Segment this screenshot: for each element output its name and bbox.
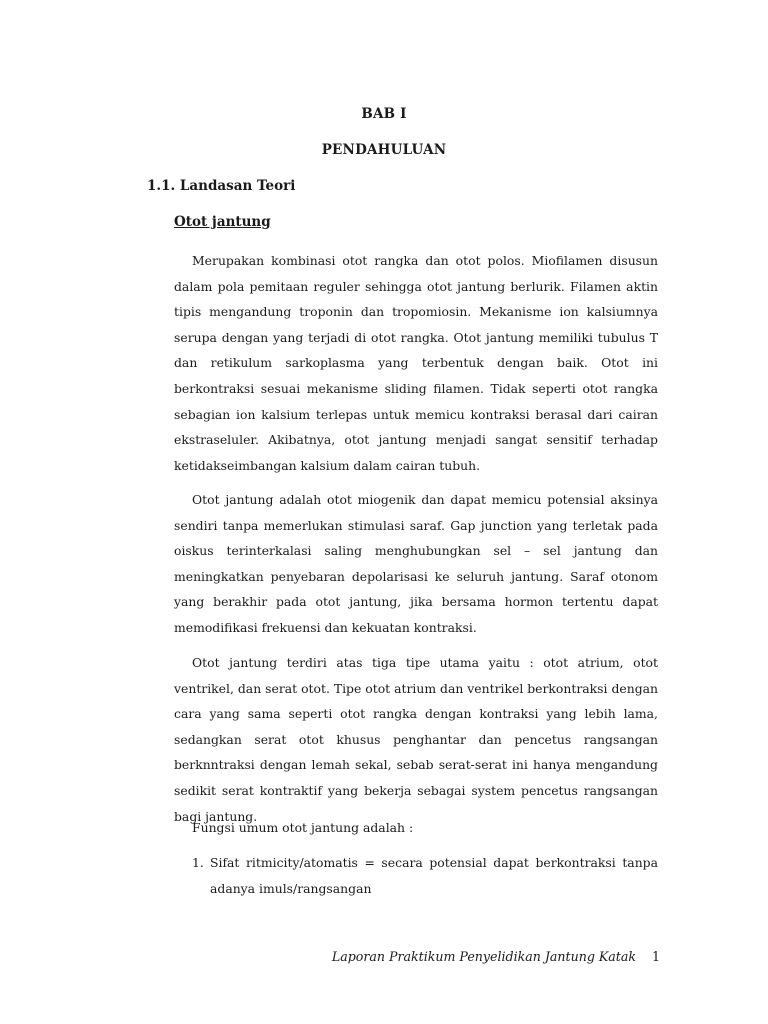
paragraph-2: Otot jantung adalah otot miogenik dan dapat memicu potensial aksinya sendiri tanpa memerlukan stimulasi saraf. Gap junction yang terletak pada oiskus terinterkalasi saling menghubungkan sel – sel jantung dan meningkatkan penyebaran depolarisasi ke seluruh jantung. Saraf otonom yang berakhir pada otot jantung, jika bersama hormon tertentu dapat memodifikasi frekuensi dan kekuatan kontraksi. xyxy=(174,492,658,635)
function-intro: Fungsi umum otot jantung adalah : xyxy=(192,820,414,835)
list-item-number: 1. xyxy=(192,855,204,870)
subsection-heading: Otot jantung xyxy=(174,214,271,230)
chapter-title: PENDAHULUAN xyxy=(321,142,447,158)
list-item xyxy=(174,850,658,901)
page-number: 1 xyxy=(651,949,660,964)
paragraph-1: Merupakan kombinasi otot rangka dan otot polos. Miofilamen disusun dalam pola pemitaan reguler sehingga otot jantung berlurik. Filamen aktin tipis mengandung troponin dan tropomiosin. Mekanisme ion kalsiumnya serupa dengan yang terjadi di otot rangka. Otot jantung memiliki tubulus T dan retikulum sarkoplasma yang terbentuk dengan baik. Otot ini berkontraksi sesuai mekanisme sliding filamen. Tidak seperti otot rangka sebagian ion kalsium terlepas untuk memicu kontraksi berasal dari cairan ekstraseluler. Akibatnya, otot jantung menjadi sangat sensitif terhadap ketidakseimbangan kalsium dalam cairan tubuh. xyxy=(174,253,658,473)
footer-title: Laporan Praktikum Penyelidikan Jantung Katak xyxy=(331,949,636,964)
section-heading: 1.1. Landasan Teori xyxy=(147,178,296,194)
paragraph-3: Otot jantung terdiri atas tiga tipe utama yaitu : otot atrium, otot ventrikel, dan serat otot. Tipe otot atrium dan ventrikel berkontraksi dengan cara yang sama seperti otot rangka dengan kontraksi yang lebih lama, sedangkan serat otot khusus penghantar dan pencetus rangsangan berknntraksi dengan lemah sekal, sebab serat-serat ini hanya mengandung sedikit serat kontraktif yang bekerja sebagai system pencetus rangsangan bagi jantung. xyxy=(174,655,658,824)
list-item-text: Sifat ritmicity/atomatis = secara potensial dapat berkontraksi tanpa adanya imuls/rangsangan xyxy=(210,855,658,896)
chapter-number: BAB I xyxy=(361,106,407,122)
